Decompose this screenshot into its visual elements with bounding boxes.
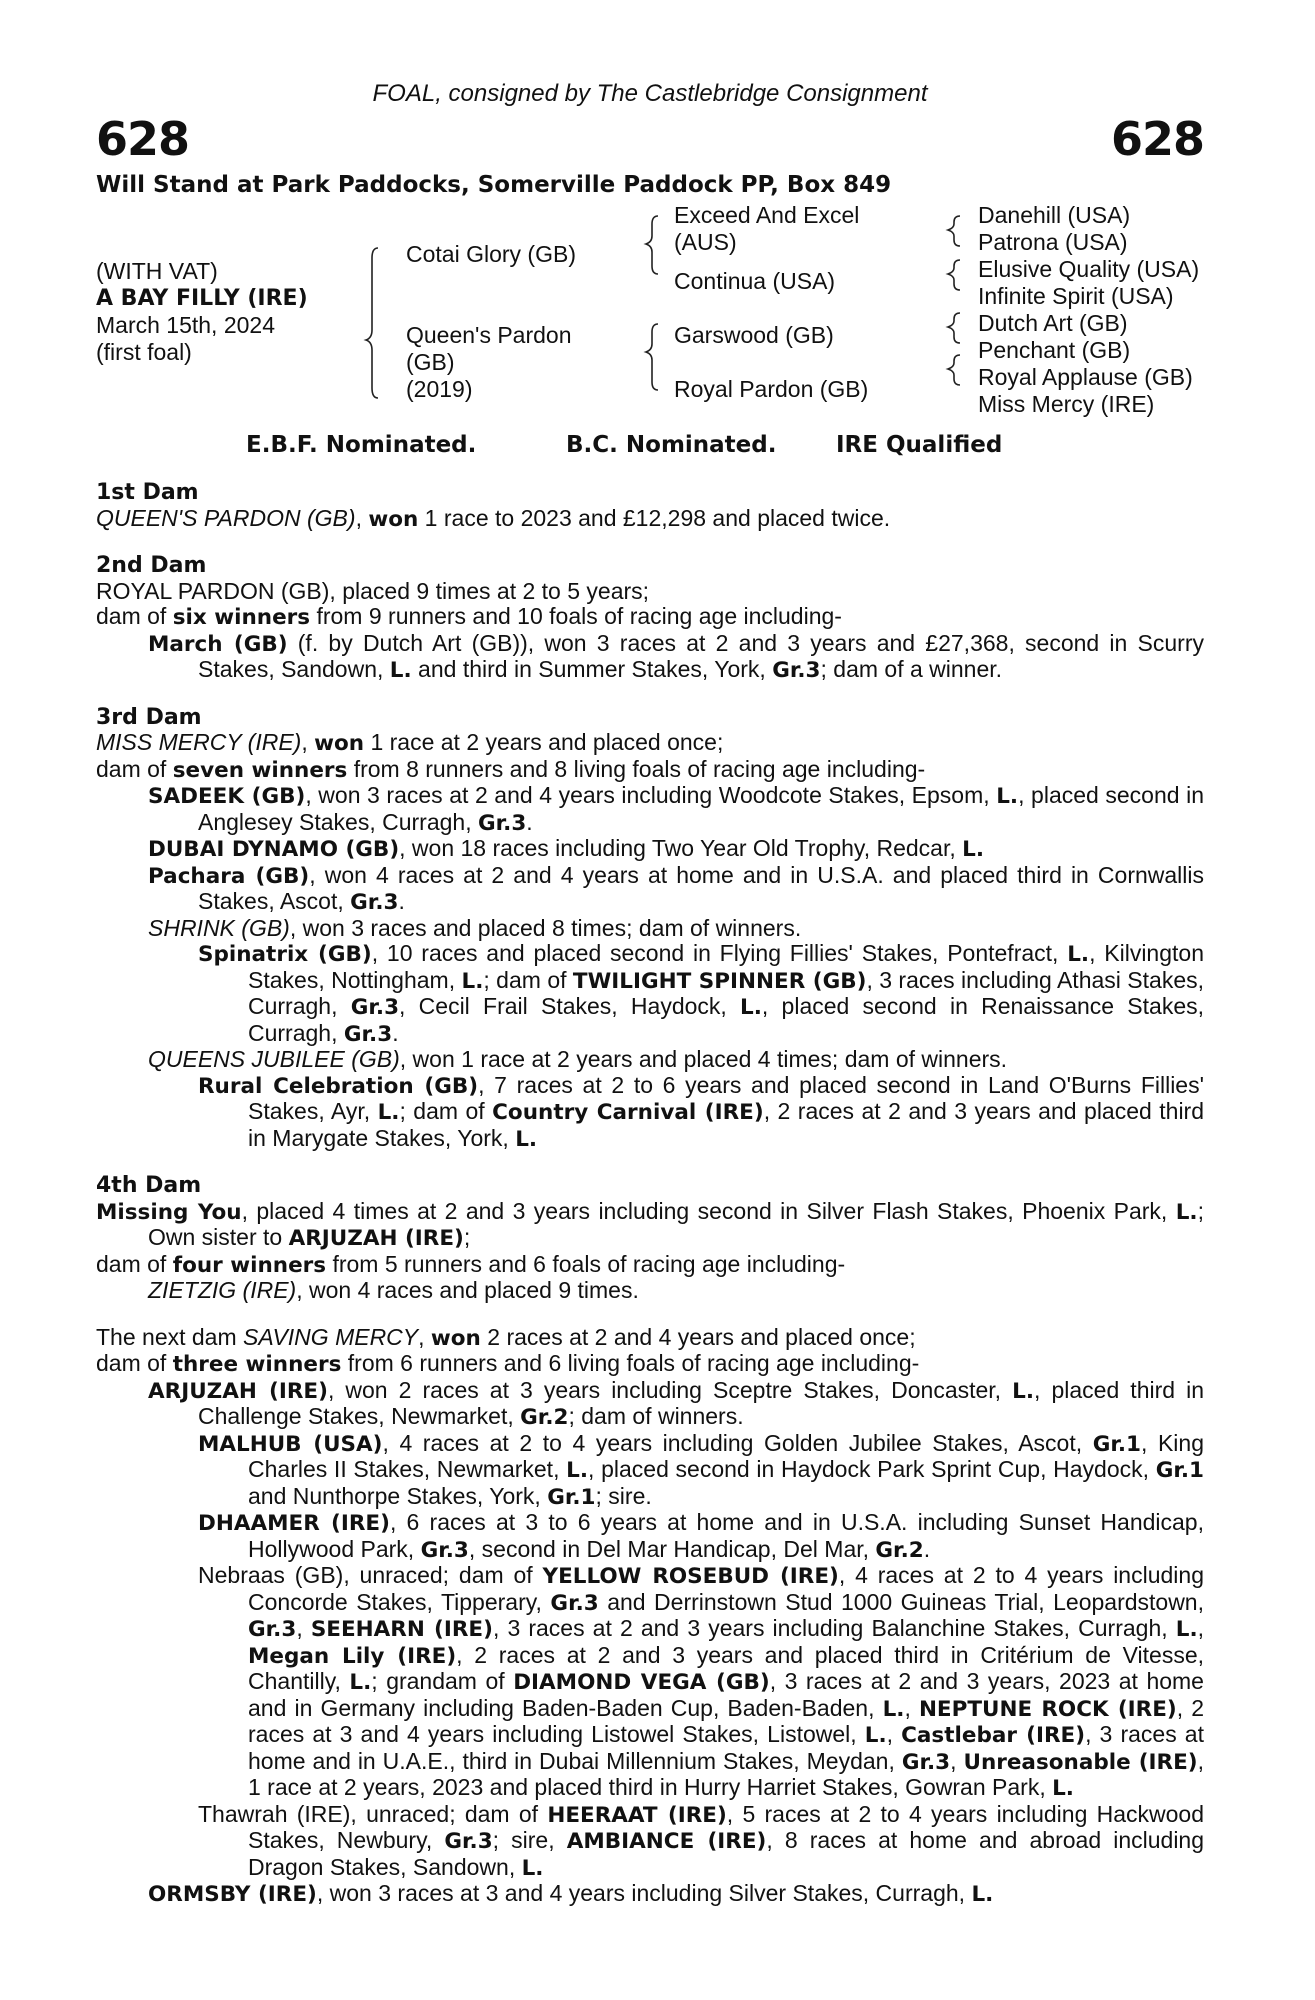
record-line	[96, 1802, 1204, 1882]
bold-run: L.	[882, 1696, 905, 1722]
record-line	[96, 1278, 1204, 1304]
text-run: , 8 races at home and abroad including Dragon Stakes, Sandown,	[248, 1827, 1205, 1880]
text-run: , 1 race at 2 years, 2023 and placed third in Hurry Harriet Stakes, Gowran Park,	[248, 1747, 1205, 1800]
bold-run: Gr.3	[248, 1617, 297, 1642]
bold-run: L.	[996, 784, 1019, 809]
text-run: , 4 races at 2 to 4 years including Golden Jubilee Stakes, Ascot,	[382, 1429, 1093, 1456]
record-line	[96, 863, 1204, 916]
italic-run: ZIETZIG (IRE)	[148, 1277, 297, 1303]
bc-nominated: B.C. Nominated.	[566, 432, 777, 458]
foaling-date: March 15th, 2024	[96, 312, 276, 338]
fourth-dam-heading: 4th Dam	[96, 1173, 202, 1198]
text-run: (f. by Dutch Art (GB)), won 3 races at 2 and 3 years and £27,368, second in Scurry Stakes, Sandown,	[198, 629, 1204, 682]
record-line	[96, 1881, 1204, 1908]
bold-run: three winners	[172, 1352, 342, 1377]
bold-run: Gr.1	[547, 1484, 596, 1510]
bold-run: L.	[349, 1670, 372, 1695]
bold-run: L.	[962, 837, 985, 862]
text-run: , placed second in Renaissance Stakes, Curragh,	[248, 993, 1205, 1046]
bold-run: ORMSBY (IRE)	[148, 1882, 317, 1907]
text-run: ,	[355, 504, 369, 531]
text-run: , 6 races at 3 to 6 years at home and in U.S.A. including Sunset Handicap, Hollywood Park,	[248, 1509, 1204, 1562]
text-run: ; Own sister to	[148, 1197, 1204, 1250]
text-run: , King Charles II Stakes, Newmarket,	[248, 1429, 1204, 1482]
text-run: ,	[886, 1721, 902, 1747]
record-line	[96, 1510, 1204, 1563]
bold-run: L.	[377, 1100, 400, 1125]
ped-ss-line2: (AUS)	[674, 229, 737, 255]
text-run: ; sire.	[595, 1482, 652, 1509]
bold-run: L.	[461, 968, 484, 994]
text-run: , won 1 race at 2 years and placed 4 times; dam of winners.	[399, 1046, 1008, 1072]
text-run: ; grandam of	[371, 1668, 514, 1694]
bold-run: seven winners	[172, 757, 348, 783]
bold-run: YELLOW ROSEBUD (IRE)	[542, 1564, 839, 1589]
text-run: Thawrah (IRE), unraced; dam of	[198, 1800, 548, 1827]
ped-sds: Elusive Quality (USA)	[978, 256, 1200, 282]
ped-sdd: Infinite Spirit (USA)	[978, 283, 1174, 309]
text-run: , 3 races at 2 and 3 years including Balanchine Stakes, Curragh,	[492, 1615, 1176, 1641]
italic-run: QUEENS JUBILEE (GB)	[148, 1046, 400, 1072]
text-run: , 5 races at 2 to 4 years including Hackwood Stakes, Newbury,	[248, 1800, 1205, 1853]
ped-sire: Cotai Glory (GB)	[406, 241, 576, 267]
italic-run: SHRINK (GB)	[148, 914, 290, 941]
ped-dam-line2: (GB)	[406, 349, 455, 375]
bold-run: TWILIGHT SPINNER (GB)	[572, 968, 867, 994]
bold-run: NEPTUNE ROCK (IRE)	[918, 1696, 1177, 1722]
ped-dss: Dutch Art (GB)	[978, 310, 1128, 336]
first-dam-section	[96, 480, 1204, 532]
foal-note: (first foal)	[96, 339, 192, 365]
record-line	[96, 1325, 1204, 1352]
record-line	[96, 916, 1204, 942]
bold-run: Gr.3	[550, 1590, 599, 1616]
first-dam-line	[96, 506, 1204, 533]
stand-location: Will Stand at Park Paddocks, Somerville Paddock PP, Box 849	[96, 172, 892, 198]
ped-ddd: Miss Mercy (IRE)	[978, 391, 1155, 417]
text-run: , placed second in Haydock Park Sprint Cup, Haydock,	[588, 1456, 1156, 1482]
text-run: , 10 races and placed second in Flying Fillies' Stakes, Pontefract,	[371, 940, 1068, 966]
text-run: , won 2 races at 3 years including Sceptre Stakes, Doncaster,	[327, 1376, 1013, 1403]
italic-run: MISS MERCY (IRE)	[96, 729, 302, 755]
record-line	[96, 1563, 1204, 1802]
text-run: and third in Summer Stakes, York,	[411, 656, 773, 682]
record-line	[96, 757, 1204, 784]
second-dam-section	[96, 553, 1204, 684]
record-line	[96, 1351, 1204, 1378]
bold-run: L.	[1175, 1617, 1198, 1642]
bold-run: Unreasonable (IRE)	[963, 1749, 1198, 1775]
text-run: , won 18 races including Two Year Old Trophy, Redcar,	[399, 835, 963, 861]
text-run: dam of	[96, 1250, 173, 1277]
bold-run: Gr.1	[1092, 1431, 1141, 1457]
text-run: and Nunthorpe Stakes, York,	[248, 1482, 548, 1509]
second-dam-lines	[96, 579, 1204, 684]
text-run: The next dam	[96, 1323, 244, 1350]
bold-run: Gr.3	[350, 890, 399, 915]
record-line	[96, 1047, 1204, 1073]
text-run: , won 3 races and placed 8 times; dam of winners.	[289, 914, 802, 941]
horse-name: A BAY FILLY (IRE)	[96, 286, 308, 311]
text-run: ; dam of a winner.	[820, 656, 1003, 682]
text-run: dam of	[96, 1350, 173, 1376]
bold-run: SEEHARN (IRE)	[310, 1617, 493, 1642]
bold-run: won	[430, 1325, 481, 1351]
record-line	[96, 836, 1204, 863]
bold-run: Gr.3	[477, 810, 527, 836]
text-run: , placed second in Anglesey Stakes, Curragh,	[198, 782, 1204, 835]
text-run: , 3 races at home and in U.A.E., third in Dubai Millennium Stakes, Meydan,	[248, 1721, 1204, 1774]
produce-record	[96, 480, 1204, 1929]
text-run: , won 4 races at 2 and 4 years at home and in U.S.A. and placed third in Cornwallis Stakes, Ascot,	[198, 861, 1205, 914]
record-line	[96, 783, 1204, 836]
bold-run: Megan Lily (IRE)	[248, 1643, 457, 1669]
text-run: , 3 races at 2 and 3 years, 2023 at home and in Germany including Baden-Baden Cup, Baden-Baden,	[248, 1668, 1204, 1721]
text-run: from 5 runners and 6 foals of racing age including-	[326, 1250, 846, 1277]
text-run: 2 races at 2 and 4 years and placed once;	[480, 1323, 916, 1350]
bold-run: four winners	[172, 1252, 327, 1278]
second-dam-heading: 2nd Dam	[96, 553, 207, 578]
bold-run: Gr.3	[901, 1749, 951, 1775]
italic-run: SAVING MERCY	[243, 1323, 419, 1350]
bold-run: MALHUB (USA)	[198, 1431, 383, 1457]
text-run: .	[923, 1535, 931, 1562]
text-run: dam of	[96, 603, 173, 629]
text-run: ; dam of	[399, 1098, 493, 1124]
text-run: ;	[463, 1224, 471, 1250]
bold-run: six winners	[172, 605, 311, 630]
bold-run: Spinatrix (GB)	[198, 942, 372, 967]
bold-run: AMBIANCE (IRE)	[566, 1829, 767, 1854]
record-line	[96, 1199, 1204, 1252]
record-line	[96, 631, 1204, 684]
text-run: , 2 races at 2 and 3 years and placed third in Critérium de Vitesse, Chantilly,	[248, 1641, 1205, 1694]
ped-sd: Continua (USA)	[674, 268, 836, 294]
bold-run: won	[314, 731, 365, 756]
record-line	[96, 604, 1204, 631]
text-run: ,	[301, 729, 315, 755]
text-run: ; dam of winners.	[568, 1403, 744, 1429]
next-dam-section	[96, 1325, 1204, 1908]
bold-run: L.	[1012, 1378, 1035, 1404]
bold-run: L.	[521, 1855, 544, 1881]
bold-run: Gr.3	[350, 995, 400, 1020]
bold-run: ARJUZAH (IRE)	[148, 1378, 328, 1404]
bold-run: Gr.3	[772, 658, 821, 683]
ped-dsd: Penchant (GB)	[978, 337, 1131, 363]
bold-run: Gr.3	[420, 1537, 469, 1563]
fourth-dam-section	[96, 1173, 1204, 1304]
text-run: , won 3 races at 2 and 4 years including Woodcote Stakes, Epsom,	[305, 782, 997, 808]
bold-run: Castlebar (IRE)	[901, 1723, 1086, 1748]
record-line	[96, 941, 1204, 1047]
record-line	[96, 730, 1204, 757]
bold-run: Missing You	[96, 1199, 242, 1225]
text-run: , 4 races at 2 to 4 years including Concorde Stakes, Tipperary,	[248, 1562, 1204, 1615]
text-run: .	[392, 1019, 399, 1046]
ped-dam-line3: (2019)	[406, 376, 473, 402]
bold-run: Pachara (GB)	[148, 863, 310, 889]
bold-run: L.	[1175, 1199, 1198, 1225]
bold-run: Gr.3	[343, 1021, 393, 1047]
text-run: ROYAL PARDON (GB), placed 9 times at 2 to 5 years;	[96, 577, 650, 604]
text-run: .	[398, 888, 405, 914]
first-dam-heading: 1st Dam	[96, 480, 199, 505]
text-run: ,	[904, 1694, 919, 1721]
text-run: 1 race to 2023 and £12,298 and placed twice.	[418, 504, 891, 531]
bold-run: Gr.2	[520, 1405, 569, 1430]
bold-run: L.	[864, 1723, 887, 1748]
bold-run: L.	[566, 1458, 589, 1483]
text-run: ,	[296, 1615, 311, 1641]
ped-ds: Garswood (GB)	[674, 322, 834, 348]
vat-note: (WITH VAT)	[96, 258, 218, 284]
text-run: , second in Del Mar Handicap, Del Mar,	[468, 1535, 876, 1562]
text-run: , 2 races at 3 and 4 years including Listowel Stakes, Listowel,	[248, 1694, 1204, 1747]
record-line	[96, 1431, 1204, 1511]
text-run: ; sire,	[492, 1827, 567, 1853]
text-run: , placed third in Challenge Stakes, Newmarket,	[198, 1376, 1205, 1429]
bold-run: ARJUZAH (IRE)	[288, 1226, 464, 1251]
bold-run: won	[368, 506, 419, 532]
text-run: ,	[950, 1747, 964, 1774]
bold-run: SADEEK (GB)	[148, 784, 306, 809]
bold-run: March (GB)	[148, 631, 288, 657]
bold-run: L.	[389, 658, 412, 683]
bold-run: Gr.3	[444, 1829, 493, 1854]
third-dam-section	[96, 705, 1204, 1153]
ped-ssd: Patrona (USA)	[978, 229, 1128, 255]
text-run: , won 4 races and placed 9 times.	[296, 1277, 639, 1303]
bold-run: Gr.1	[1155, 1458, 1205, 1483]
ped-sss: Danehill (USA)	[978, 202, 1131, 228]
text-run: , 3 races including Athasi Stakes, Curragh,	[248, 966, 1204, 1019]
text-run: from 8 runners and 8 living foals of racing age including-	[347, 755, 926, 782]
third-dam-lines	[96, 730, 1204, 1152]
text-run: , 7 races at 2 to 6 years and placed second in Land O'Burns Fillies' Stakes, Ayr,	[248, 1071, 1204, 1124]
record-line	[96, 1252, 1204, 1279]
lot-number-right: 628	[1110, 112, 1204, 166]
bold-run: DUBAI DYNAMO (GB)	[148, 837, 400, 862]
record-line	[96, 579, 1204, 605]
bold-run: HEERAAT (IRE)	[547, 1802, 727, 1828]
text-run: and Derrinstown Stud 1000 Guineas Trial, Leopardstown,	[598, 1588, 1204, 1615]
bold-run: L.	[1052, 1776, 1074, 1801]
bold-run: L.	[971, 1882, 994, 1907]
text-run: ,	[418, 1323, 431, 1350]
bold-run: DIAMOND VEGA (GB)	[513, 1670, 770, 1695]
lot-number-left: 628	[96, 112, 190, 166]
ebf-nominated: E.B.F. Nominated.	[246, 432, 477, 458]
text-run: 1 race at 2 years and placed once;	[364, 729, 724, 755]
bold-run: L.	[740, 995, 762, 1020]
text-run: .	[526, 808, 533, 835]
text-run: from 9 runners and 10 foals of racing age including-	[310, 603, 842, 629]
fourth-dam-lines	[96, 1199, 1204, 1304]
text-run: , Cecil Frail Stakes, Haydock,	[399, 993, 741, 1019]
ped-dam-line1: Queen's Pardon	[406, 322, 572, 348]
ped-dd: Royal Pardon (GB)	[674, 376, 869, 402]
text-run: Nebraas (GB), unraced; dam of	[198, 1562, 543, 1588]
bold-run: Gr.2	[875, 1537, 924, 1563]
next-dam-lines	[96, 1325, 1204, 1908]
text-run: , Kilvington Stakes, Nottingham,	[248, 940, 1204, 993]
text-run: , won 3 races at 3 and 4 years including Silver Stakes, Curragh,	[316, 1880, 972, 1906]
italic-run: QUEEN'S PARDON (GB)	[96, 504, 356, 531]
record-line	[96, 1073, 1204, 1153]
bold-run: DHAAMER (IRE)	[198, 1511, 390, 1536]
bold-run: L.	[1067, 942, 1090, 967]
text-run: from 6 runners and 6 living foals of racing age including-	[341, 1350, 920, 1376]
ped-dds: Royal Applause (GB)	[978, 364, 1193, 390]
ped-ss-line1: Exceed And Excel	[674, 202, 860, 228]
text-run: , 2 races at 2 and 3 years and placed third in Marygate Stakes, York,	[248, 1098, 1205, 1151]
record-line	[96, 1378, 1204, 1431]
text-run: , placed 4 times at 2 and 3 years including second in Silver Flash Stakes, Phoenix Park,	[241, 1197, 1176, 1224]
ire-qualified: IRE Qualified	[836, 432, 1003, 458]
bold-run: Country Carnival (IRE)	[492, 1100, 764, 1125]
text-run: ; dam of	[483, 966, 573, 993]
consignment-line: FOAL, consigned by The Castlebridge Consignment	[372, 80, 928, 107]
text-run: ,	[1197, 1615, 1205, 1641]
text-run: dam of	[96, 755, 173, 782]
bold-run: L.	[515, 1126, 538, 1152]
bold-run: Rural Celebration (GB)	[198, 1073, 479, 1099]
third-dam-heading: 3rd Dam	[96, 704, 202, 730]
